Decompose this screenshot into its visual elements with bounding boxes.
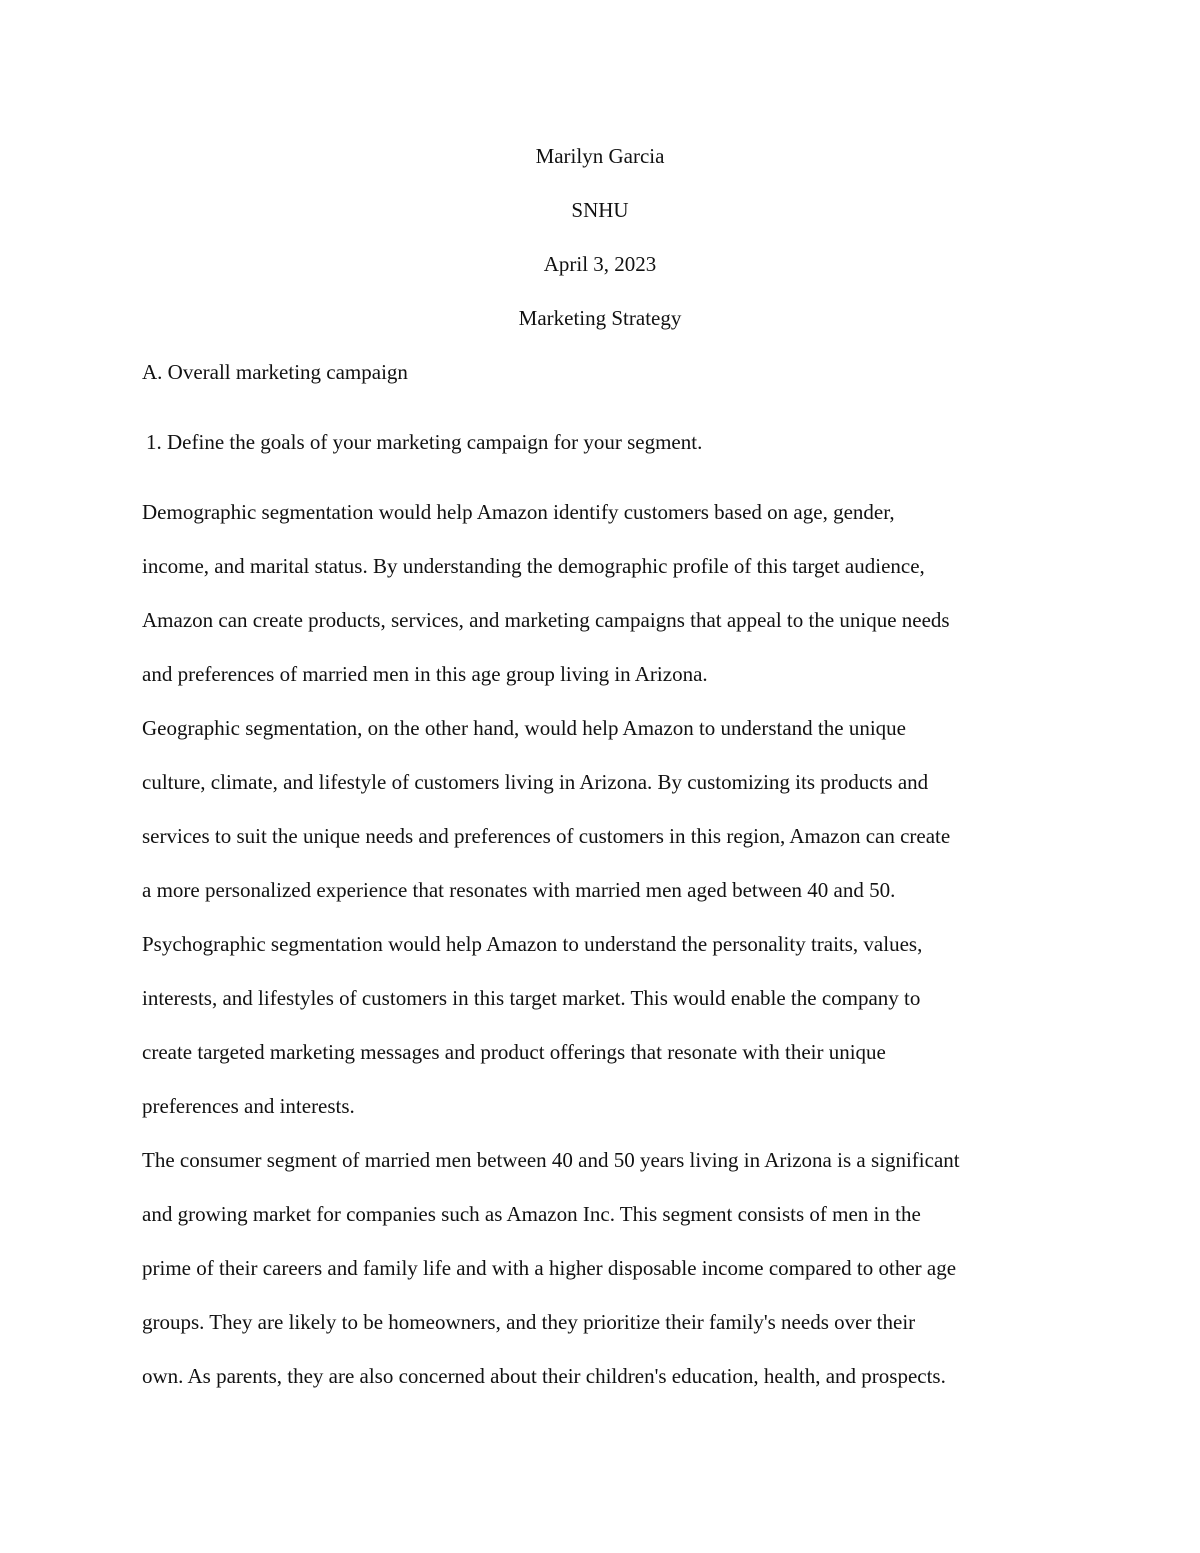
body-line: create targeted marketing messages and product offerings that resonate with their unique	[142, 1040, 886, 1064]
body-line: a more personalized experience that resonates with married men aged between 40 and 50.	[142, 878, 896, 902]
body-line: Amazon can create products, services, and marketing campaigns that appeal to the unique needs	[142, 608, 950, 632]
body-line: income, and marital status. By understanding the demographic profile of this target audience,	[142, 554, 925, 578]
body-line: preferences and interests.	[142, 1094, 355, 1118]
body-line: culture, climate, and lifestyle of customers living in Arizona. By customizing its products and	[142, 770, 929, 794]
body-line: and preferences of married men in this age group living in Arizona.	[142, 662, 708, 686]
author-name: Marilyn Garcia	[535, 144, 665, 168]
body-line: Geographic segmentation, on the other hand, would help Amazon to understand the unique	[142, 716, 906, 740]
body-line: and growing market for companies such as Amazon Inc. This segment consists of men in the	[142, 1202, 921, 1226]
section-heading: A. Overall marketing campaign	[142, 360, 408, 384]
institution: SNHU	[571, 198, 629, 222]
document-title: Marketing Strategy	[518, 306, 682, 330]
body-line: Demographic segmentation would help Amazon identify customers based on age, gender,	[142, 500, 895, 524]
body-line: The consumer segment of married men between 40 and 50 years living in Arizona is a significant	[142, 1148, 960, 1172]
document-date: April 3, 2023	[543, 252, 657, 276]
body-line: prime of their careers and family life and with a higher disposable income compared to other age	[142, 1256, 957, 1280]
question-text: 1. Define the goals of your marketing campaign for your segment.	[146, 430, 703, 454]
body-line: services to suit the unique needs and preferences of customers in this region, Amazon can create	[142, 824, 951, 848]
body-line: own. As parents, they are also concerned about their children's education, health, and prospects.	[142, 1364, 946, 1388]
body-line: Psychographic segmentation would help Amazon to understand the personality traits, values,	[142, 932, 923, 956]
body-line: groups. They are likely to be homeowners, and they prioritize their family's needs over their	[142, 1310, 916, 1334]
body-line: interests, and lifestyles of customers in this target market. This would enable the company to	[142, 986, 921, 1010]
